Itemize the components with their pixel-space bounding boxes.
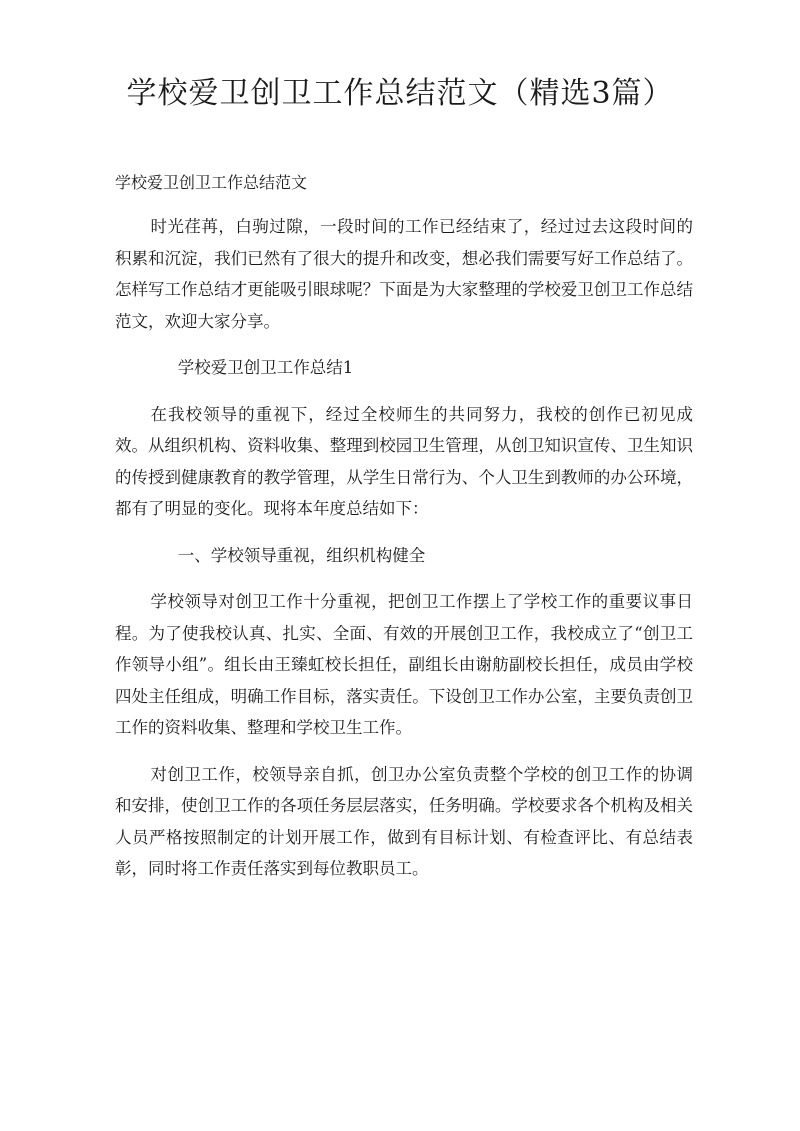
leadership-paragraph: 学校领导对创卫工作十分重视，把创卫工作摆上了学校工作的重要议事日程。为了使我校认真、扎实、全面、有效的开展创卫工作，我校成立了“创卫工作领导小组”。组长由王臻虹校长担任，副组长由谢舫副校长担任，成员由学校四处主任组成，明确工作目标，落实责任。下设创卫工作办公室，主要负责创卫工作的资料收集、整理和学校卫生工作。 — [115, 592, 693, 737]
responsibility-paragraph: 对创卫工作，校领导亲自抓，创卫办公室负责整个学校的创卫工作的协调和安排，使创卫工作的各项任务层层落实，任务明确。学校要求各个机构及相关人员严格按照制定的计划开展工作，做到有目标计划、有检查评比、有总结表彰，同时将工作责任落实到每位教职员工。 — [115, 764, 693, 878]
document-subtitle: 学校爱卫创卫工作总结范文 — [115, 173, 308, 192]
intro-paragraph: 时光荏苒，白驹过隙，一段时间的工作已经结束了，经过过去这段时间的积累和沉淀，我们已然有了很大的提升和改变，想必我们需要写好工作总结了。怎样写工作总结才更能吸引眼球呢？下面是为大家整理的学校爱卫创卫工作总结范文，欢迎大家分享。 — [115, 217, 693, 331]
document-body — [115, 211, 693, 900]
section-heading-leadership: 一、学校领导重视，组织机构健全 — [177, 545, 426, 565]
summary-paragraph: 在我校领导的重视下，经过全校师生的共同努力，我校的创作已初见成效。从组织机构、资料收集、整理到校园卫生管理，从创卫知识宣传、卫生知识的传授到健康教育的教学管理，从学生日常行为、个人卫生到教师的办公环境，都有了明显的变化。现将本年度总结如下： — [115, 404, 693, 518]
section-heading-1: 学校爱卫创卫工作总结1 — [177, 358, 354, 377]
document-title: 学校爱卫创卫工作总结范文（精选3篇） — [126, 76, 674, 111]
